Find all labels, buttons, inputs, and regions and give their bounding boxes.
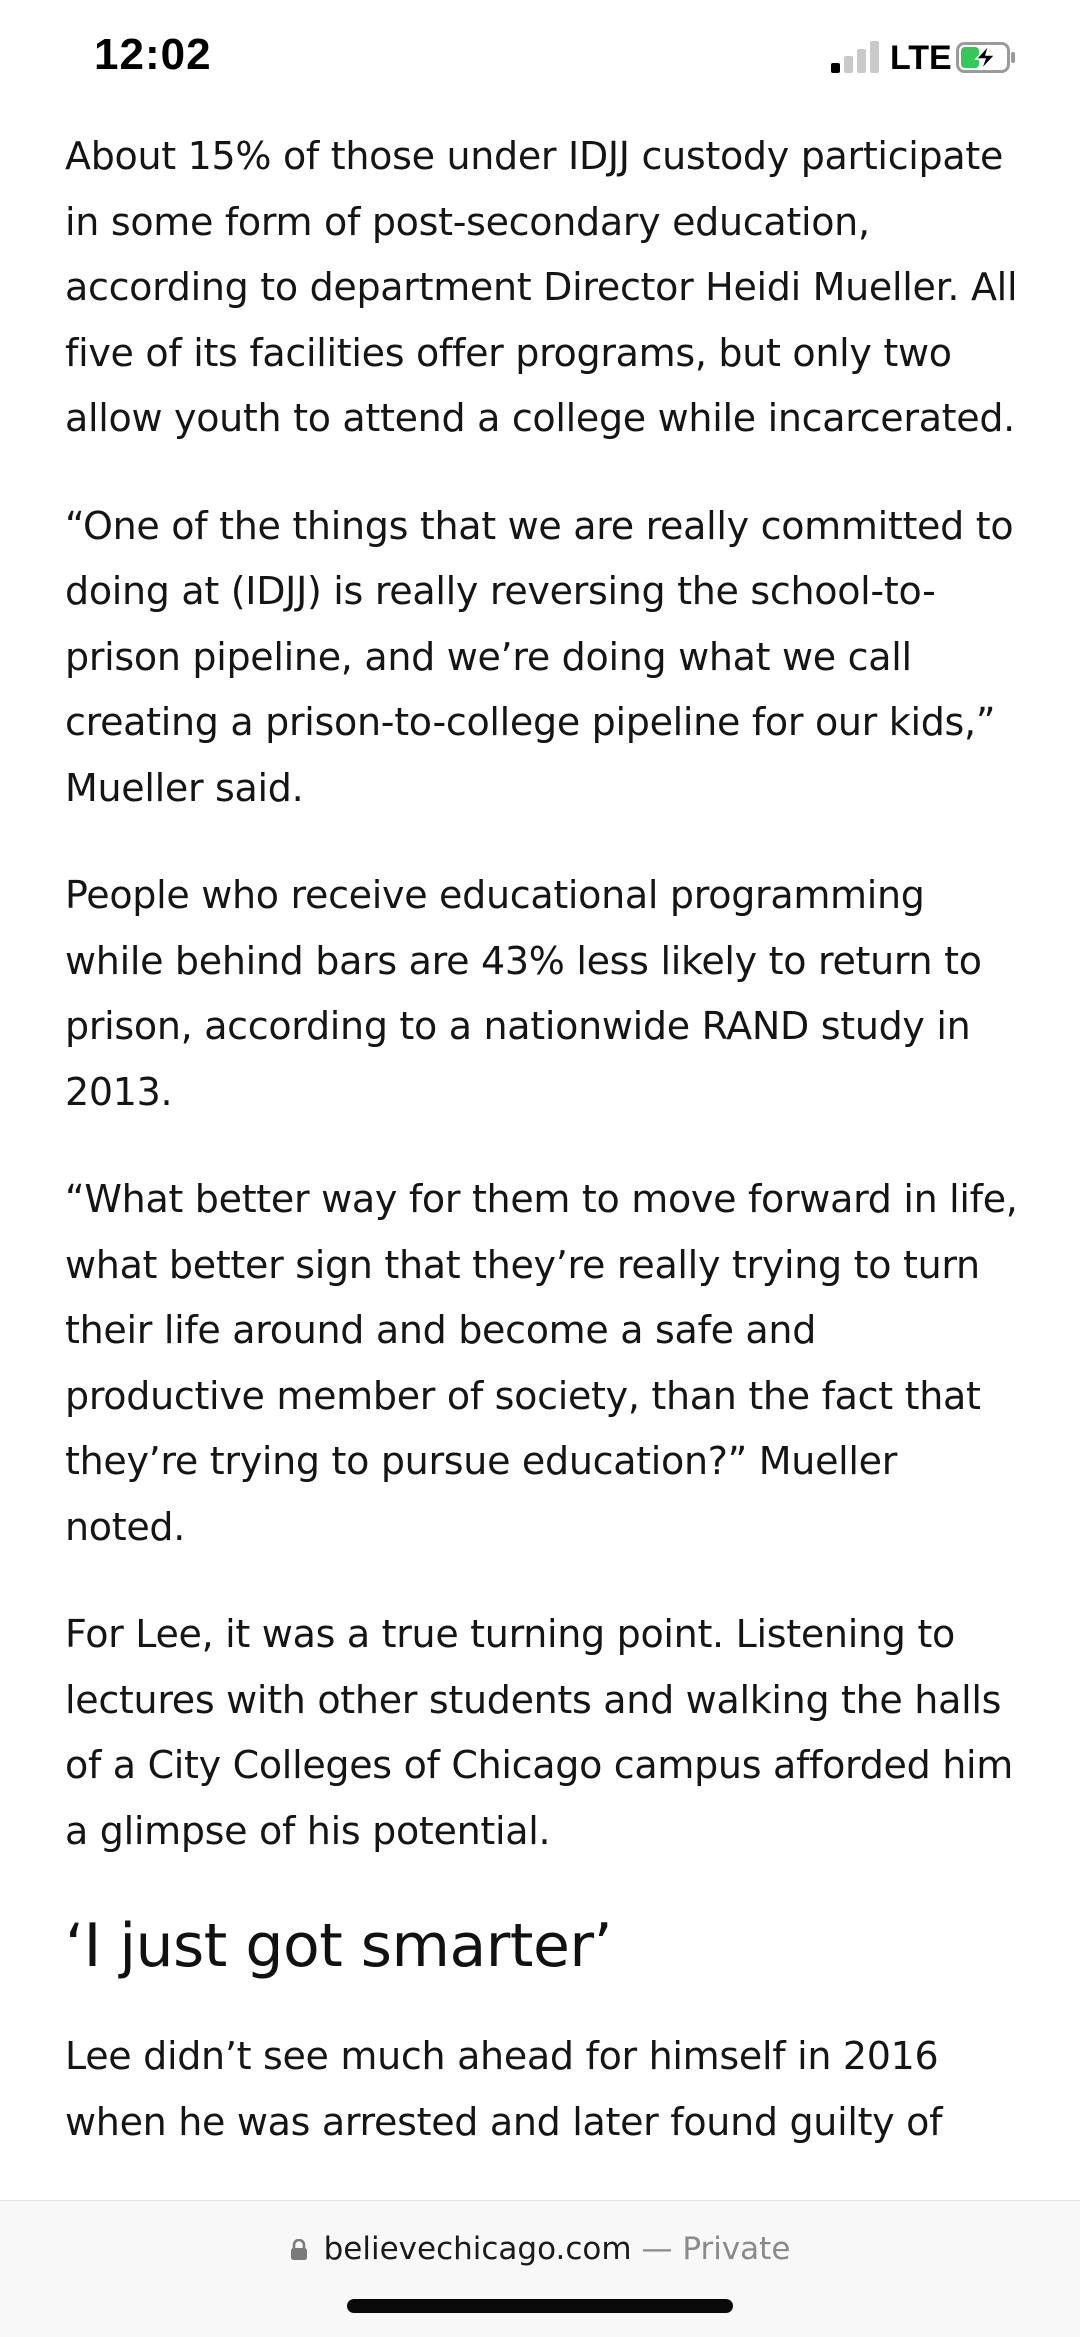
- article-paragraph-3: People who receive educational programming while behind bars are 43% less likely to return to prison, according to a nationwide RAND study in 2013.: [65, 873, 982, 1114]
- network-type: LTE: [890, 39, 952, 77]
- url-display[interactable]: [0, 2231, 1080, 2267]
- status-bar: [0, 0, 1080, 120]
- url-separator: —: [631, 2231, 683, 2267]
- status-time: 12:02: [94, 30, 212, 79]
- private-mode-label: Private: [682, 2231, 791, 2267]
- article-body: [65, 124, 1025, 2197]
- cellular-signal-icon: [831, 41, 879, 73]
- article-paragraph-5: For Lee, it was a true turning point. Listening to lectures with other students and walking the halls of a City Colleges of Chicago campus afforded him a glimpse of his potential.: [65, 1612, 1013, 1853]
- url-domain: believechicago.com: [323, 2231, 632, 2267]
- home-indicator[interactable]: [347, 2299, 733, 2313]
- article-paragraph-1: About 15% of those under IDJJ custody participate in some form of post-secondary education, according to department Director Heidi Mueller. All five of its facilities offer programs, but only two allow youth to attend a college while incarcerated.: [65, 134, 1018, 440]
- browser-address-bar[interactable]: [0, 2200, 1080, 2337]
- lock-icon: [290, 2239, 308, 2261]
- article-paragraph-2: “One of the things that we are really committed to doing at (IDJJ) is really reversing the school-to-prison pipeline, and we’re doing what we call creating a prison-to-college pipeline for our kids,” Mueller said.: [65, 503, 1014, 810]
- article-paragraph-6: Lee didn’t see much ahead for himself in 2016 when he was arrested and later found guilty of: [65, 2034, 943, 2144]
- article-paragraph-4: “What better way for them to move forward in life, what better sign that they’re really trying to turn their life around and become a safe and productive member of society, than the fact that they’re trying to pursue education?” Mueller noted.: [65, 1177, 1018, 1549]
- section-subheading: ‘I just got smarter’: [65, 1911, 613, 1981]
- battery-charging-icon: [956, 42, 1016, 73]
